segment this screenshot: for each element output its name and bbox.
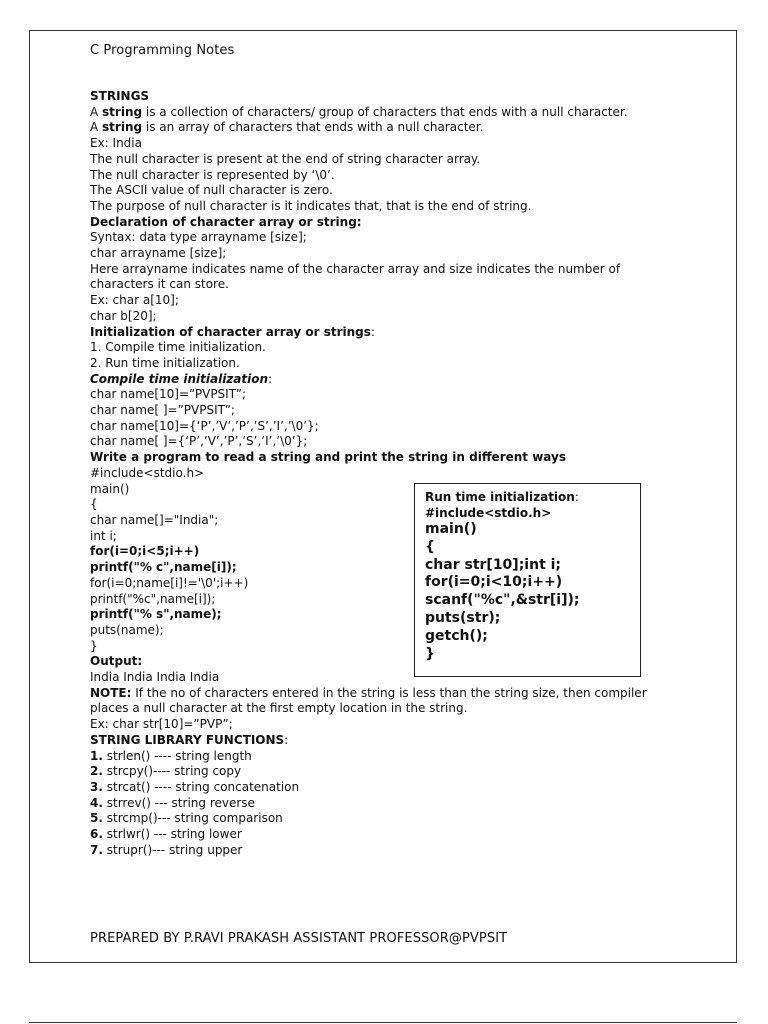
program-line: }	[90, 638, 98, 653]
library-item: 6. strlwr() --- string lower	[90, 827, 242, 842]
heading-program: Write a program to read a string and print the string in different ways	[90, 450, 566, 465]
library-item: 3. strcat() ---- string concatenation	[90, 779, 300, 794]
program-line: char name[]="India";	[90, 512, 219, 527]
runtime-title: Run time initialization:	[425, 490, 579, 504]
heading-output: Output:	[90, 654, 143, 669]
note-example: Ex: char str[10]=”PVP”;	[90, 717, 233, 732]
runtime-include: #include<stdio.h>	[425, 505, 552, 520]
program-line: {	[90, 497, 98, 512]
program-line: printf("% s",name);	[90, 607, 222, 622]
program-line: for(i=0;i<5;i++)	[90, 544, 200, 559]
program-line: main()	[90, 481, 130, 496]
library-item: 1. strlen() ---- string length	[90, 748, 252, 763]
runtime-code-line: main()	[425, 521, 477, 537]
null-line: The purpose of null character is it indicates that, that is the end of string.	[90, 198, 532, 213]
compile-line: char name[ ]={‘P’,’V’,’P’,’S’,’I’,’\0’};	[90, 434, 308, 449]
init-line: 2. Run time initialization.	[90, 355, 240, 370]
declaration-line: char arrayname [size];	[90, 246, 227, 261]
runtime-initialization-box	[414, 483, 641, 677]
program-line: puts(name);	[90, 622, 164, 637]
document-title: C Programming Notes	[90, 43, 235, 58]
null-line: The null character is present at the end of string character array.	[90, 151, 481, 166]
null-line: The ASCII value of null character is zero.	[90, 183, 333, 198]
runtime-code-line: getch();	[425, 627, 488, 644]
example-india: Ex: India	[90, 136, 142, 151]
compile-line: char name[10]=“PVPSIT”;	[90, 387, 247, 402]
output-line: India India India India	[90, 670, 220, 685]
runtime-code-line: scanf("%c",&str[i]);	[425, 592, 580, 609]
definition-line-1: A string is a collection of characters/ group of characters that ends with a null character.	[90, 104, 628, 119]
declaration-line: Here arrayname indicates name of the character array and size indicates the number of characters it can store.	[90, 261, 621, 292]
declaration-line: char b[20];	[90, 308, 157, 323]
heading-library: STRING LIBRARY FUNCTIONS:	[90, 732, 289, 747]
heading-strings: STRINGS	[90, 89, 150, 103]
init-line: 1. Compile time initialization.	[90, 340, 266, 355]
runtime-code-line: }	[425, 645, 435, 662]
heading-initialization: Initialization of character array or strings:	[90, 324, 375, 339]
declaration-line: Syntax: data type arrayname [size];	[90, 230, 307, 245]
library-item: 5. strcmp()--- string comparison	[90, 811, 283, 826]
program-line: #include<stdio.h>	[90, 465, 205, 480]
program-line: printf("% c",name[i]);	[90, 560, 237, 575]
runtime-code-line: {	[425, 538, 435, 555]
compile-line: char name[ ]=”PVPSIT”;	[90, 403, 235, 418]
definition-line-2: A string is an array of characters that ends with a null character.	[90, 120, 484, 135]
library-item: 2. strcpy()---- string copy	[90, 764, 242, 779]
library-item: 7. strupr()--- string upper	[90, 842, 243, 857]
runtime-code-line: char str[10];int i;	[425, 556, 562, 573]
declaration-line: Ex: char a[10];	[90, 293, 179, 308]
library-item: 4. strrev() --- string reverse	[90, 795, 255, 810]
program-line: printf("%c",name[i]);	[90, 591, 216, 606]
program-line: int i;	[90, 528, 117, 543]
runtime-code-line: puts(str);	[425, 609, 501, 626]
notes-body	[90, 89, 650, 858]
program-line: for(i=0;name[i]!='\0';i++)	[90, 575, 249, 590]
compile-line: char name[10]={‘P’,’V’,’P’,’S’,’I’,’\0’};	[90, 418, 319, 433]
heading-declaration: Declaration of character array or string:	[90, 214, 362, 229]
null-line: The null character is represented by ‘\0’.	[90, 167, 335, 182]
heading-compile-time: Compile time initialization:	[90, 371, 273, 386]
bottom-divider	[29, 1022, 737, 1023]
runtime-code-line: for(i=0;i<10;i++)	[425, 574, 563, 591]
footer-credit: PREPARED BY P.RAVI PRAKASH ASSISTANT PROFESSOR@PVPSIT	[90, 931, 508, 946]
note-paragraph: NOTE: If the no of characters entered in the string is less than the string size, then compiler places a null character at the first empty location in the string.	[90, 685, 647, 716]
